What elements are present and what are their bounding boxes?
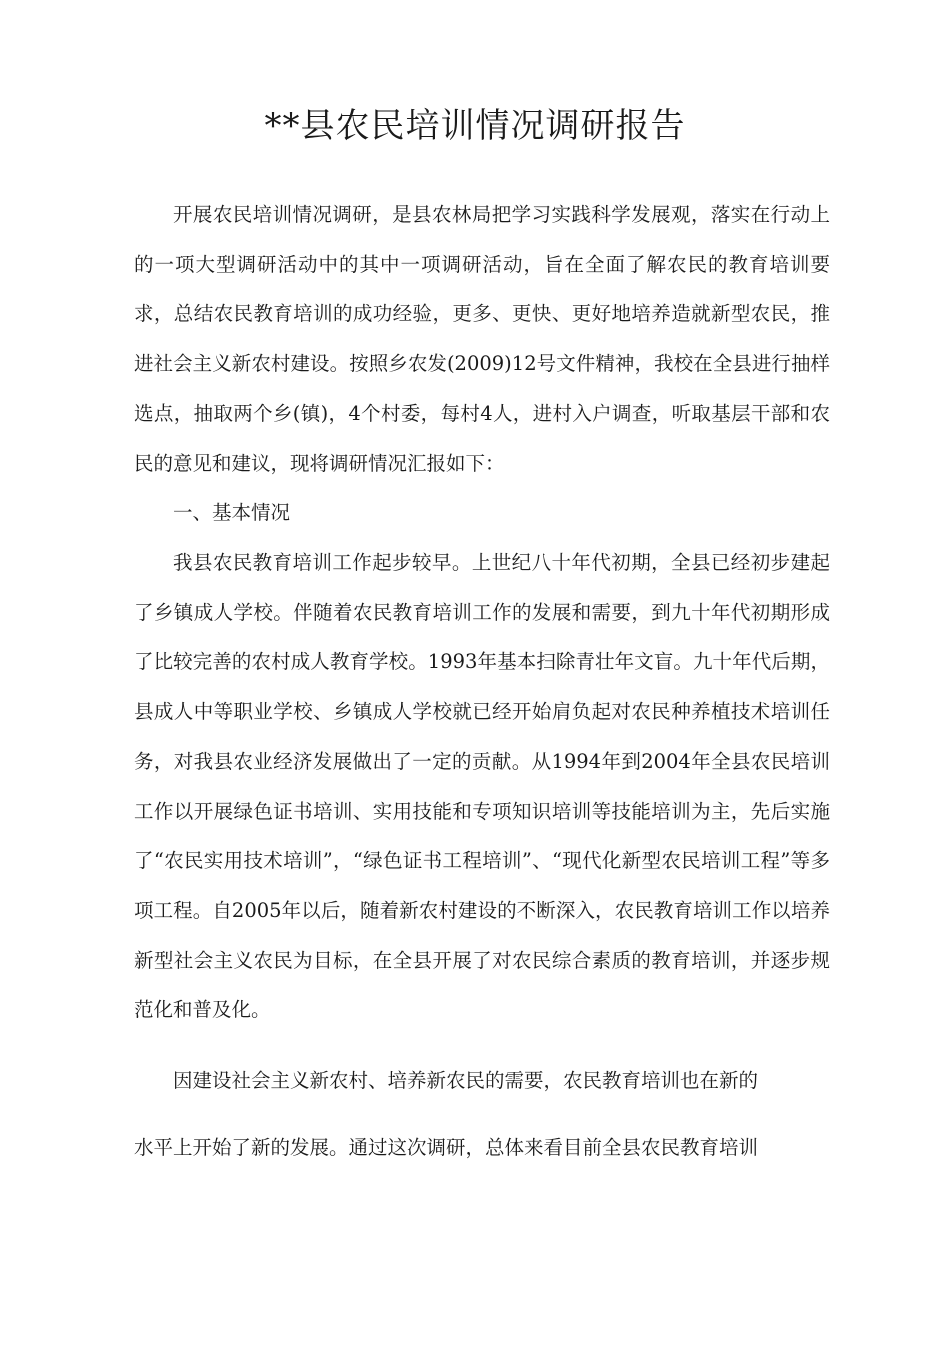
closing-paragraph	[134, 1067, 830, 1162]
document-title: **县农民培训情况调研报告	[264, 106, 686, 146]
section-heading-basic-situation: 一、基本情况	[173, 501, 291, 524]
basic-situation-paragraph: 我县农民教育培训工作起步较早。上世纪八十年代初期，全县已经初步建起了乡镇成人学校。伴随着农民教育培训工作的发展和需要，到九十年代初期形成了比较完善的农村成人教育学校。1993年基本扫除青壮年文盲。九十年代后期，县成人中等职业学校、乡镇成人学校就已经开始肩负起对农民种养植技术培训任务，对我县农业经济发展做出了一定的贡献。从1994年到2004年全县农民培训工作以开展绿色证书培训、实用技能和专项知识培训等技能培训为主，先后实施了“农民实用技术培训”，“绿色证书工程培训”、“现代化新型农民培训工程”等多项工程。自2005年以后，随着新农村建设的不断深入，农民教育培训工作以培养新型社会主义农民为目标，在全县开展了对农民综合素质的教育培训，并逐步规范化和普及化。	[134, 551, 830, 1022]
intro-paragraph: 开展农民培训情况调研，是县农林局把学习实践科学发展观，落实在行动上的一项大型调研活动中的其中一项调研活动，旨在全面了解农民的教育培训要求，总结农民教育培训的成功经验，更多、更快、更好地培养造就新型农民，推进社会主义新农村建设。按照乡农发(2009)12号文件精神，我校在全县进行抽样选点，抽取两个乡(镇)，4个村委，每村4人，进村入户调查，听取基层干部和农民的意见和建议，现将调研情况汇报如下：	[134, 203, 830, 475]
closing-line-1: 因建设社会主义新农村、培养新农民的需要，农民教育培训也在新的	[173, 1069, 759, 1092]
closing-line-2: 水平上开始了新的发展。通过这次调研，总体来看目前全县农民教育培训	[134, 1136, 759, 1159]
